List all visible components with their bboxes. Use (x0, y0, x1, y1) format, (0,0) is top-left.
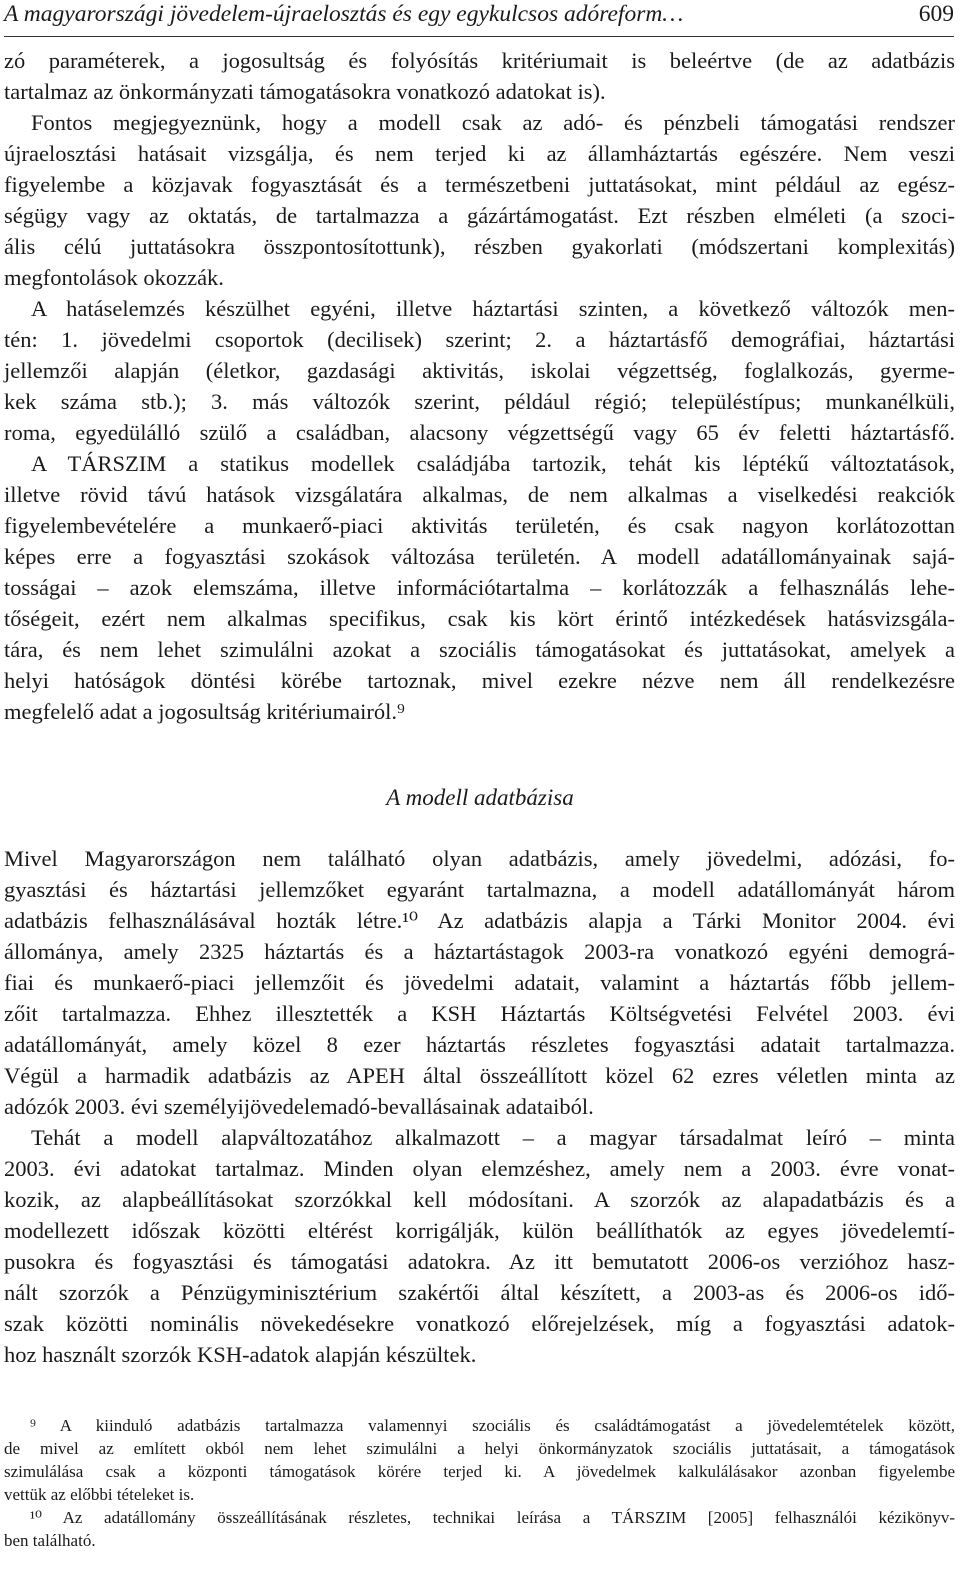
text-line: tartalmaz az önkormányzati támogatásokra vonatkozó adatokat is). (4, 79, 606, 104)
body-text (4, 45, 955, 727)
footnotes (4, 1414, 955, 1552)
text-line: A TÁRSZIM a statikus modellek családjába tartozik, tehát kis léptékű változtatások, (31, 451, 955, 476)
text-line: kozik, az alapbeállításokat szorzókkal kell módosítani. A szorzók az alapadatbázis és a (4, 1187, 955, 1212)
text-line: kek száma stb.); 3. más változók szerint, például régió; településtípus; munkanélküli, (4, 389, 955, 414)
text-line: adatállományát, amely közel 8 ezer háztartás részletes fogyasztási adatait tartalmazza. (4, 1032, 955, 1057)
text-line: 2003. évi adatokat tartalmaz. Minden olyan elemzéshez, amely nem a 2003. évre vonat- (4, 1156, 955, 1181)
text-line: tőségeit, ezért nem alkalmas specifikus, csak kis kört érintő intézkedések hatásvizsgála- (4, 606, 955, 631)
text-line: Végül a harmadik adatbázis az APEH által összeállított közel 62 ezres véletlen minta az (4, 1063, 955, 1088)
text-line: roma, egyedülálló szülő a családban, alacsony végzettségű vagy 65 év feletti háztartásfő. (4, 420, 955, 445)
page-number: 609 (918, 1, 954, 27)
text-line: Fontos megjegyeznünk, hogy a modell csak az adó- és pénzbeli támogatási rendszer (31, 110, 955, 135)
text-line: helyi hatóságok döntési körébe tartoznak, mivel ezekre nézve nem áll rendelkezésre (4, 668, 955, 693)
text-line: A hatáselemzés készülhet egyéni, illetve háztartási szinten, a következő változók men- (31, 296, 955, 321)
text-line: figyelembe a közjavak fogyasztását és a természetbeni juttatásokat, mint például az egész- (4, 172, 955, 197)
text-line: állománya, amely 2325 háztartás és a háztartástagok 2003-ra vonatkozó egyéni demográ- (4, 939, 955, 964)
text-line: modellezett időszak közötti eltérést korrigálják, külön beállíthatók az egyes jövedelemtí- (4, 1218, 955, 1243)
text-line: gyasztási és háztartási jellemzőket egyaránt tartalmazna, a modell adatállományát három (4, 877, 955, 902)
text-line: képes erre a fogyasztási szokások változása területén. A modell adatállományainak sajá- (4, 544, 955, 569)
text-line: ségügy vagy az oktatás, de tartalmazza a gázártámogatást. Ezt részben elméleti (a szoci- (4, 203, 955, 228)
text-line: ben található. (4, 1531, 96, 1550)
text-line: adózók 2003. évi személyijövedelemadó-bevallásainak adataiból. (4, 1094, 594, 1119)
text-line: figyelembevételére a munkaerő-piaci aktivitás területén, és csak nagyon korlátozottan (4, 513, 955, 538)
text-line: ⁹ A kiinduló adatbázis tartalmazza valamennyi szociális és családtámogatást a jövedelemtételek között, (30, 1416, 955, 1435)
text-line: újraelosztási hatásait vizsgálja, és nem terjed ki az államháztartás egészére. Nem veszi (4, 141, 955, 166)
text-line: megfelelő adat a jogosultság kritériumairól.⁹ (4, 699, 405, 724)
section-body-text (4, 843, 955, 1370)
text-line: hoz használt szorzók KSH-adatok alapján készültek. (4, 1342, 477, 1367)
text-line: megfontolások okozzák. (4, 265, 224, 290)
footnote (4, 1414, 955, 1506)
text-line: jellemzői alapján (életkor, gazdasági aktivitás, iskolai végzettség, foglalkozás, gyerme- (4, 358, 955, 383)
running-head (4, 0, 954, 30)
text-line: Mivel Magyarországon nem található olyan adatbázis, amely jövedelmi, adózási, fo- (4, 846, 955, 871)
text-line: szak közötti nominális növekedésekre vonatkozó előrejelzések, míg a fogyasztási adatok- (4, 1311, 955, 1336)
text-line: illetve rövid távú hatások vizsgálatára alkalmas, de nem alkalmas a viselkedési reakciók (4, 482, 955, 507)
text-line: pusokra és fogyasztási és támogatási adatokra. Az itt bemutatott 2006-os verzióhoz hasz- (4, 1249, 955, 1274)
text-line: tosságai – azok elemszáma, illetve információtartalma – korlátozzák a felhasználás lehe- (4, 575, 955, 600)
footnote (4, 1506, 955, 1552)
text-line: tén: 1. jövedelmi csoportok (decilisek) szerint; 2. a háztartásfő demográfiai, háztartási (4, 327, 955, 352)
text-line: Tehát a modell alapváltozatához alkalmazott – a magyar társadalmat leíró – minta (31, 1125, 955, 1150)
text-line: nált szorzók a Pénzügyminisztérium szakértői által készített, a 2003-as és 2006-os idő- (4, 1280, 955, 1305)
text-line: de mivel az említett okból nem lehet szimulálni a helyi önkormányzatok szociális juttatásait, a támogatások (4, 1439, 955, 1458)
text-line: adatbázis felhasználásával hozták létre.¹⁰ Az adatbázis alapja a Tárki Monitor 2004. évi (4, 908, 955, 933)
text-line: vettük az előbbi tételeket is. (4, 1485, 195, 1504)
text-line: zó paraméterek, a jogosultság és folyósítás kritériumait is beleértve (de az adatbázis (4, 48, 955, 73)
text-line: ¹⁰ Az adatállomány összeállításának részletes, technikai leírása a TÁRSZIM [2005] felhasználói kézikönyv- (30, 1508, 955, 1527)
text-line: fiai és munkaerő-piaci jellemzőit és jövedelmi adatait, valamint a háztartás főbb jellem- (4, 970, 955, 995)
text-line: zőit tartalmazza. Ehhez illesztették a KSH Háztartás Költségvetési Felvétel 2003. évi (4, 1001, 955, 1026)
text-line: tára, és nem lehet szimulálni azokat a szociális támogatásokat és juttatásokat, amelyek a (4, 637, 955, 662)
running-head-title: A magyarországi jövedelem-újraelosztás és egy egykulcsos adóreform… (4, 1, 684, 27)
text-line: ális célú juttatásokra összpontosítottunk), részben gyakorlati (módszertani komplexitás) (4, 234, 955, 259)
section-title: A modell adatbázisa (386, 785, 574, 810)
text-line: szimulálása csak a központi támogatások körére terjed ki. A jövedelmek kalkulálásakor azonban figyelembe (4, 1462, 955, 1481)
header-rule (4, 36, 954, 37)
